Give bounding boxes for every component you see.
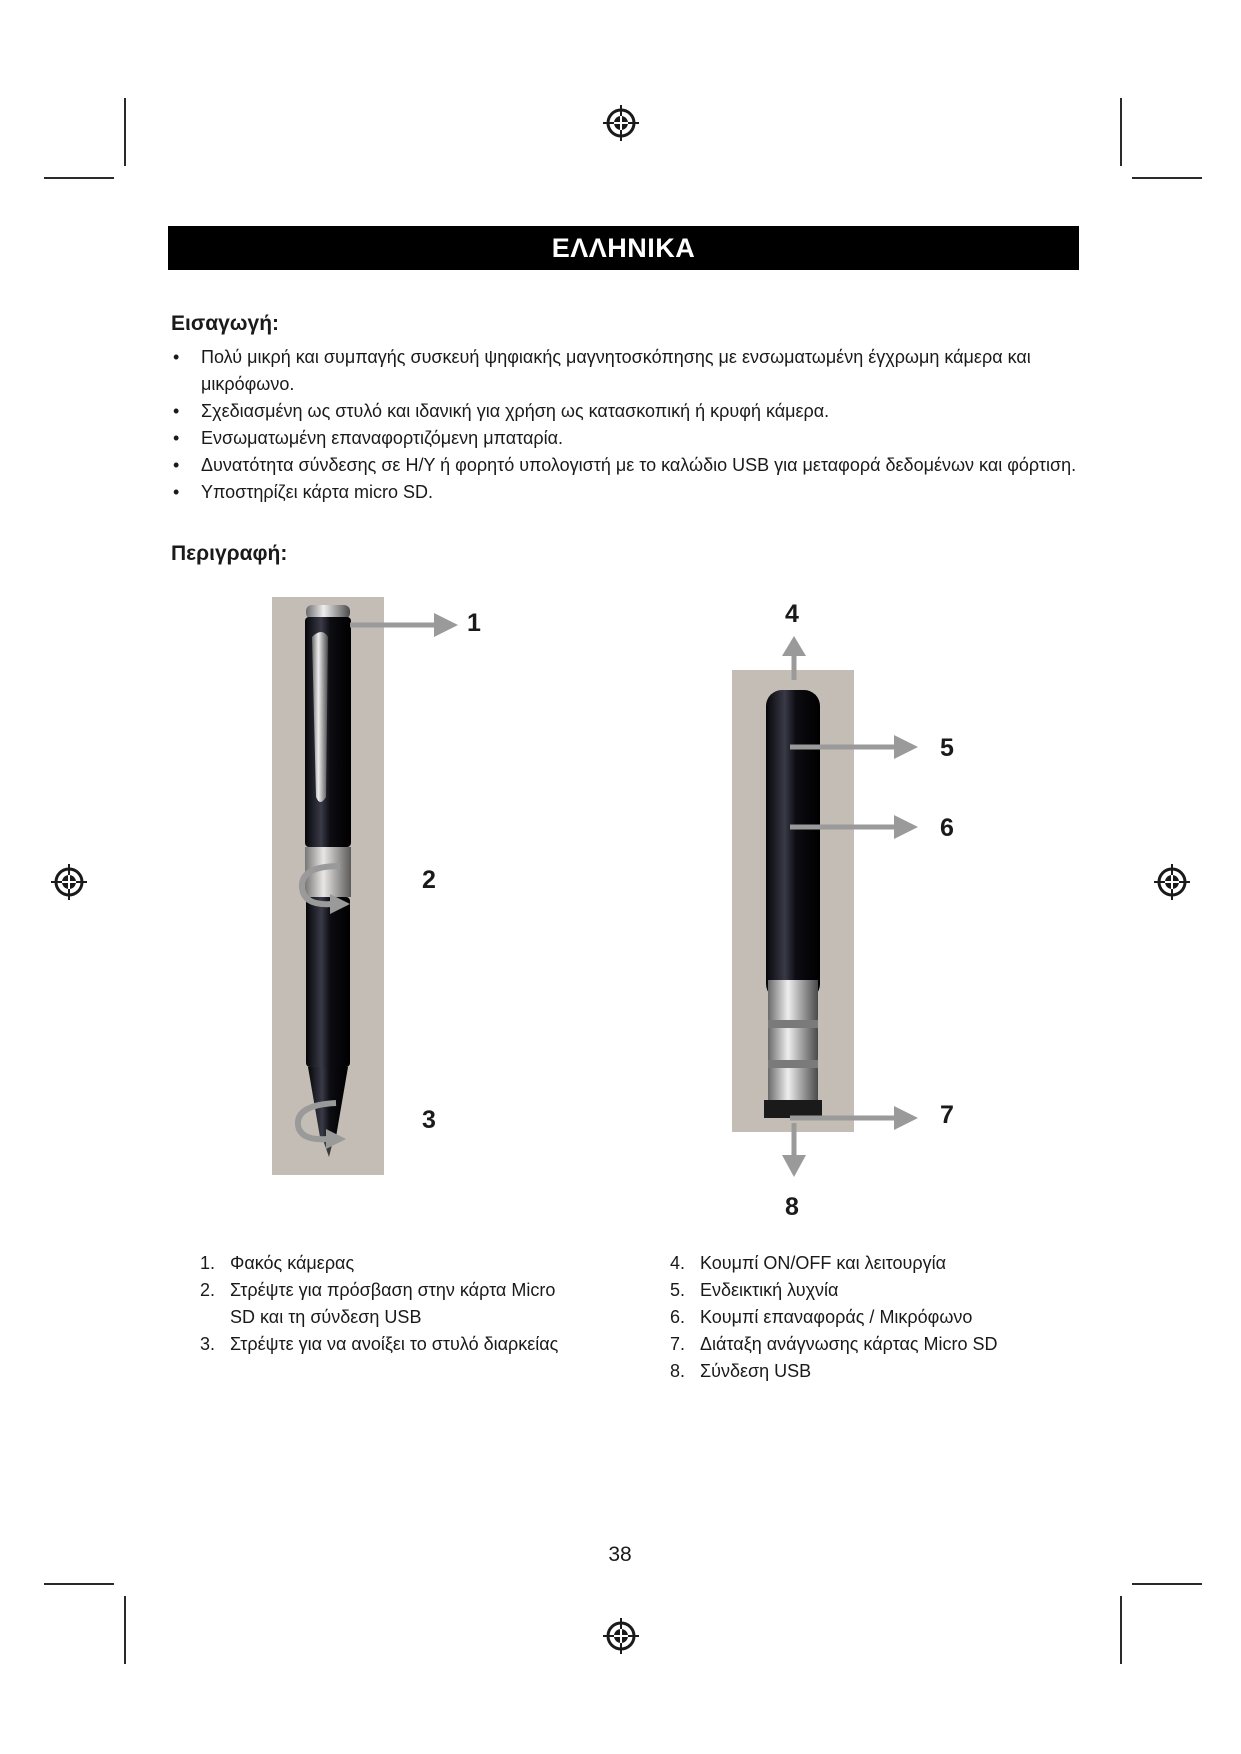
legend-list-left: [200, 1250, 640, 1358]
registration-mark-icon: [602, 1617, 640, 1655]
legend-list-right: [670, 1250, 1130, 1385]
language-header: [168, 226, 1079, 270]
crop-mark: [1120, 98, 1122, 166]
legend-text: Ενδεικτική λυχνία: [700, 1280, 839, 1300]
crop-mark: [1132, 1583, 1202, 1585]
legend-item: [200, 1331, 640, 1358]
callout-label: 2: [422, 866, 436, 894]
callout-arrow: [790, 812, 920, 842]
legend-number: 3.: [200, 1334, 216, 1354]
legend-number: 8.: [670, 1361, 686, 1381]
legend-item: [670, 1304, 1130, 1331]
callout-label: 6: [940, 814, 954, 842]
intro-bullet-list: [171, 344, 1091, 506]
crop-mark: [1132, 177, 1202, 179]
legend-number: 7.: [670, 1334, 686, 1354]
registration-mark-icon: [602, 104, 640, 142]
list-item: • Δυνατότητα σύνδεσης σε Η/Υ ή φορητό υπολογιστή με το καλώδιο USB για μεταφορά δεδομένων και φόρτιση.: [171, 452, 1091, 479]
legend-item: [200, 1277, 640, 1304]
list-item: • Ενσωματωμένη επαναφορτιζόμενη μπαταρία.: [171, 425, 1091, 452]
legend-number: 2.: [200, 1280, 216, 1300]
callout-label: 8: [785, 1193, 799, 1221]
intro-heading: Εισαγωγή:: [171, 312, 280, 335]
legend-text: Κουμπί επαναφοράς / Μικρόφωνο: [700, 1307, 973, 1327]
callout-arrow: [790, 732, 920, 762]
callout-arrow: [779, 1123, 809, 1179]
list-item: • Υποστηρίζει κάρτα micro SD.: [171, 479, 1091, 506]
legend-item: [670, 1250, 1130, 1277]
legend-text: Στρέψτε για πρόσβαση στην κάρτα Micro: [230, 1280, 556, 1300]
legend-item: [670, 1277, 1130, 1304]
callout-arrow: [350, 610, 460, 640]
crop-mark: [44, 177, 114, 179]
crop-mark: [124, 98, 126, 166]
legend-text: Διάταξη ανάγνωσης κάρτας Micro SD: [700, 1334, 998, 1354]
callout-arrow: [790, 1103, 920, 1133]
legend-item: [670, 1331, 1130, 1358]
callout-label: 7: [940, 1101, 954, 1129]
callout-label: 3: [422, 1106, 436, 1134]
list-item: • Σχεδιασμένη ως στυλό και ιδανική για χρήση ως κατασκοπική ή κρυφή κάμερα.: [171, 398, 1091, 425]
registration-mark-icon: [50, 863, 88, 901]
legend-text: Κουμπί ON/OFF και λειτουργία: [700, 1253, 946, 1273]
legend-number: 4.: [670, 1253, 686, 1273]
crop-mark: [44, 1583, 114, 1585]
page-number: 38: [608, 1543, 632, 1566]
callout-label: 4: [785, 600, 799, 628]
description-heading: Περιγραφή:: [171, 542, 288, 565]
legend-item: [670, 1358, 1130, 1385]
legend-number: 1.: [200, 1253, 216, 1273]
legend-item-continuation: SD και τη σύνδεση USB: [230, 1307, 422, 1327]
legend-number: 6.: [670, 1307, 686, 1327]
legend-text: Φακός κάμερας: [230, 1253, 355, 1273]
page-title: ΕΛΛΗΝΙΚΑ: [551, 232, 696, 263]
callout-label: 1: [467, 609, 481, 637]
legend-item: [200, 1250, 640, 1277]
callout-arrow: [779, 636, 809, 682]
crop-mark: [124, 1596, 126, 1664]
registration-mark-icon: [1153, 863, 1191, 901]
rotate-arrow-icon: [288, 1095, 368, 1155]
list-item: • Πολύ μικρή και συμπαγής συσκευή ψηφιακής μαγνητοσκόπησης με ενσωματωμένη έγχρωμη κάμερα και μικρόφωνο.: [171, 344, 1091, 398]
rotate-arrow-icon: [290, 858, 370, 918]
legend-text: Σύνδεση USB: [700, 1361, 812, 1381]
legend-number: 5.: [670, 1280, 686, 1300]
callout-label: 5: [940, 734, 954, 762]
crop-mark: [1120, 1596, 1122, 1664]
legend-text: Στρέψτε για να ανοίξει το στυλό διαρκείας: [230, 1334, 559, 1354]
